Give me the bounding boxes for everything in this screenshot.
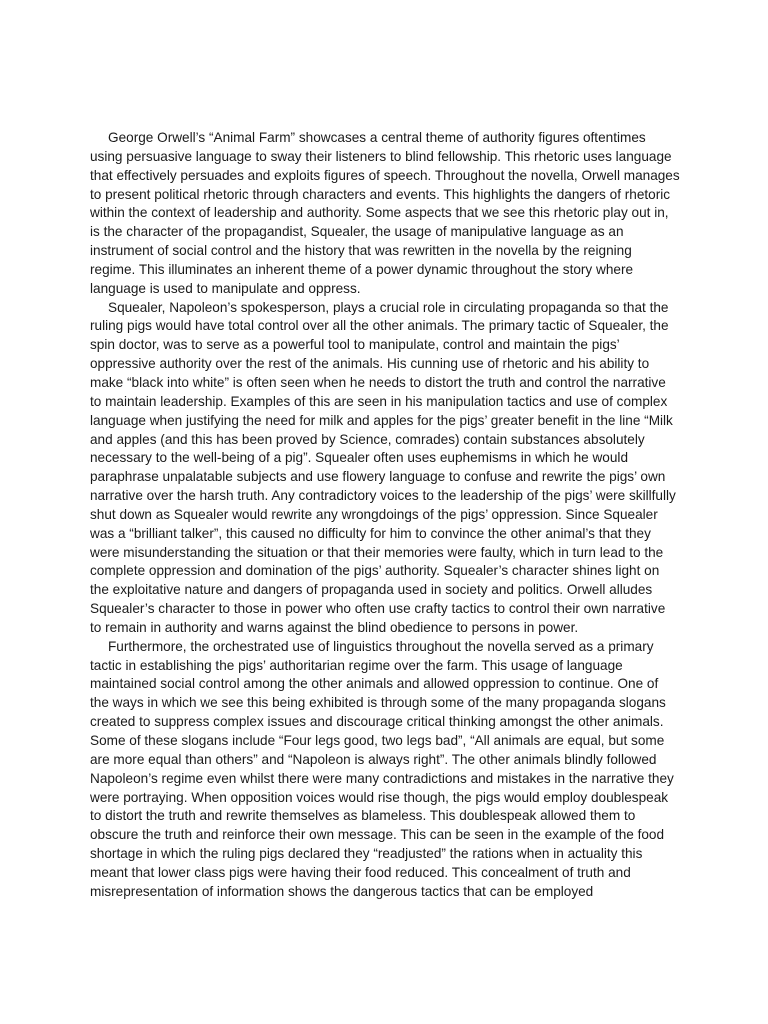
essay-body [90,129,680,902]
paragraph-linguistics: Furthermore, the orchestrated use of linguistics throughout the novella served as a primary tactic in establishing the pigs’ authoritarian regime over the farm. This usage of language maintained social control among the other animals and allowed oppression to continue. One of the ways in which we see this being exhibited is through some of the many propaganda slogans created to suppress complex issues and discourage critical thinking amongst the other animals. Some of these slogans include “Four legs good, two legs bad”, “All animals are equal, but some are more equal than others” and “Napoleon is always right”. The other animals blindly followed Napoleon’s regime even whilst there were many contradictions and mistakes in the narrative they were portraying. When opposition voices would rise though, the pigs would employ doublespeak to distort the truth and rewrite themselves as blameless. This doublespeak allowed them to obscure the truth and reinforce their own message. This can be seen in the example of the food shortage in which the ruling pigs declared they “readjusted” the rations when in actuality this meant that lower class pigs were having their food reduced. This concealment of truth and misrepresentation of information shows the dangerous tactics that can be employed [90,638,674,899]
paragraph-squealer: Squealer, Napoleon’s spokesperson, plays a crucial role in circulating propaganda so that the ruling pigs would have total control over all the other animals. The primary tactic of Squealer, the spin doctor, was to serve as a powerful tool to manipulate, control and maintain the pigs’ oppressive authority over the rest of the animals. His cunning use of rhetoric and his ability to make “black into white” is often seen when he needs to distort the truth and control the narrative to maintain leadership. Examples of this are seen in his manipulation tactics and use of complex language when justifying the need for milk and apples for the pigs’ greater benefit in the line “Milk and apples (and this has been proved by Science, comrades) contain substances absolutely necessary to the well-being of a pig”. Squealer often uses euphemisms in which he would paraphrase unpalatable subjects and use flowery language to confuse and rewrite the pigs’ own narrative over the harsh truth. Any contradictory voices to the leadership of the pigs’ were skillfully shut down as Squealer would rewrite any wrongdoings of the pigs’ oppression. Since Squealer was a “brilliant talker”, this caused no difficulty for him to convince the other animal’s that they were misunderstanding the situation or that their memories were faulty, which in turn lead to the complete oppression and domination of the pigs’ authority. Squealer’s character shines light on the exploitative nature and dangers of propaganda used in society and politics. Orwell alludes Squealer’s character to those in power who often use crafty tactics to control their own narrative to remain in authority and warns against the blind obedience to persons in power. [90,299,676,635]
paragraph-intro: George Orwell’s “Animal Farm” showcases a central theme of authority figures oftentimes using persuasive language to sway their listeners to blind fellowship. This rhetoric uses language that effectively persuades and exploits figures of speech. Throughout the novella, Orwell manages to present political rhetoric through characters and events. This highlights the dangers of rhetoric within the context of leadership and authority. Some aspects that we see this rhetoric play out in, is the character of the propagandist, Squealer, the usage of manipulative language as an instrument of social control and the history that was rewritten in the novella by the reigning regime. This illuminates an inherent theme of a power dynamic throughout the story where language is used to manipulate and oppress. [90,130,680,296]
